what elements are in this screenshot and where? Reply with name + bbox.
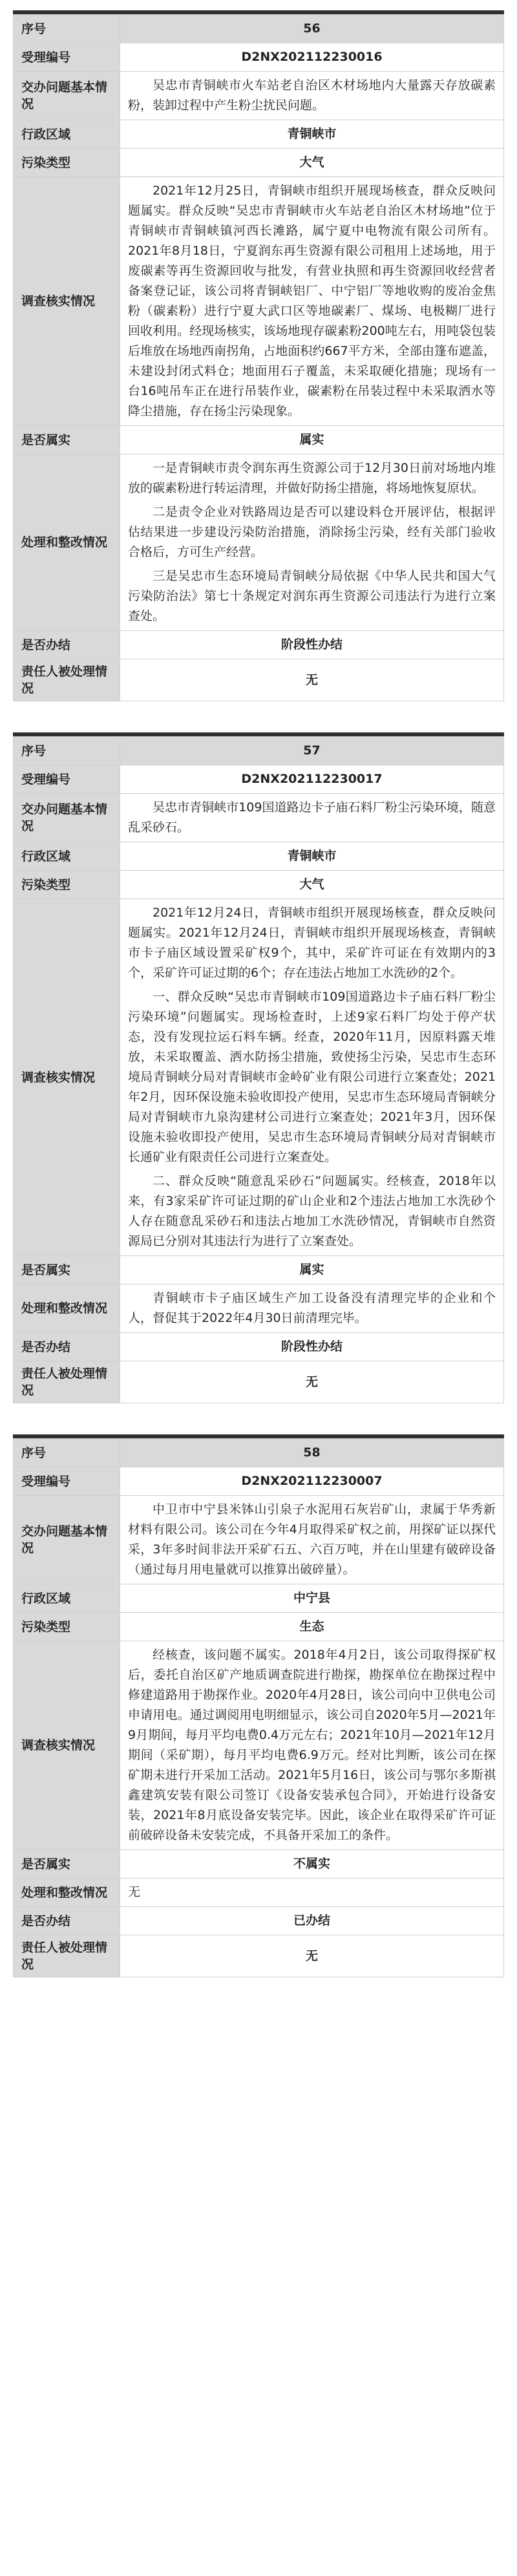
value-handling (120, 1879, 504, 1907)
row-region (14, 1584, 504, 1613)
value-seq: 56 (120, 15, 504, 43)
issue-text: 吴忠市青铜峡市109国道路边卡子庙石料厂粉尘污染环境，随意乱采砂石。 (128, 800, 496, 835)
value-accountability: 无 (120, 1361, 504, 1403)
handling-paragraph: 无 (128, 1885, 141, 1899)
value-issue (120, 1496, 504, 1584)
label-seq: 序号 (14, 1439, 120, 1467)
row-accountability (14, 1935, 504, 1977)
value-handling (120, 1284, 504, 1333)
record-table (13, 736, 504, 1403)
label-region: 行政区域 (14, 120, 120, 149)
row-accept-no (14, 43, 504, 72)
label-handling: 处理和整改情况 (14, 454, 120, 631)
row-handling (14, 454, 504, 631)
row-seq (14, 1439, 504, 1467)
row-is-closed (14, 631, 504, 659)
row-accept-no (14, 765, 504, 794)
row-seq (14, 737, 504, 765)
value-pollution-type: 生态 (120, 1613, 504, 1641)
label-issue: 交办问题基本情况 (14, 72, 120, 120)
record-56 (13, 10, 504, 701)
label-accountability: 责任人被处理情况 (14, 659, 120, 701)
value-accept-no: D2NX202112230007 (120, 1467, 504, 1496)
value-handling (120, 454, 504, 631)
record-57 (13, 732, 504, 1403)
row-region (14, 120, 504, 149)
value-pollution-type: 大气 (120, 149, 504, 177)
row-is-closed (14, 1333, 504, 1361)
label-seq: 序号 (14, 737, 120, 765)
label-pollution-type: 污染类型 (14, 1613, 120, 1641)
row-is-true (14, 1850, 504, 1879)
row-investigation (14, 899, 504, 1256)
row-issue (14, 72, 504, 120)
handling-paragraph: 三是吴忠市生态环境局青铜峡分局依据《中华人民共和国大气污染防治法》第七十条规定对润东再生资源公司违法行为进行立案查处。 (128, 569, 496, 623)
label-pollution-type: 污染类型 (14, 149, 120, 177)
value-investigation (120, 1641, 504, 1850)
row-handling (14, 1879, 504, 1907)
row-investigation (14, 177, 504, 426)
row-handling (14, 1284, 504, 1333)
row-issue (14, 1496, 504, 1584)
row-accountability (14, 659, 504, 701)
label-accept-no: 受理编号 (14, 765, 120, 794)
label-accountability: 责任人被处理情况 (14, 1935, 120, 1977)
value-is-true: 属实 (120, 1256, 504, 1284)
investigation-paragraph: 2021年12月25日，青铜峡市组织开展现场核查，群众反映问题属实。群众反映“吴忠市青铜峡市火车站老自治区木材场地”位于青铜峡市青铜峡镇河西长滩路，属宁夏中电物流有限公司所有。2021年8月18日，宁夏润东再生资源有限公司租用上述场地，用于废碳素等再生资源回收与批发，有营业执照和再生资源回收经营者备案登记证，该公司将青铜峡铝厂、中宁铝厂等地收购的废冶金焦粉（碳素粉）进行宁夏大武口区等地碳素厂、煤场、电极糊厂进行回收利用。经现场核实，该场地现存碳素粉200吨左右，用吨袋包装后堆放在场地西南拐角，占地面积约667平方米，全部由篷布遮盖，未建设封闭式料仓；地面用石子覆盖，未采取硬化措施；现场有一台16吨吊车正在进行吊装作业，碳素粉在吊装过程中未采取洒水等降尘措施，存在扬尘污染现象。 (128, 184, 496, 418)
row-accountability (14, 1361, 504, 1403)
value-pollution-type: 大气 (120, 871, 504, 899)
label-is-true: 是否属实 (14, 1256, 120, 1284)
label-region: 行政区域 (14, 842, 120, 871)
value-is-true: 不属实 (120, 1850, 504, 1879)
investigation-paragraph: 2021年12月24日，青铜峡市组织开展现场核查，群众反映问题属实。2021年12月24日，青铜峡市组织开展现场核查，青铜峡市卡子庙区域设置采矿权9个，其中，采矿许可证在有效期内的3个，采矿许可证过期的6个；存在违法占地加工水洗砂的2个。 (128, 906, 496, 980)
record-table (13, 1438, 504, 1977)
value-accept-no: D2NX202112230017 (120, 765, 504, 794)
row-pollution-type (14, 149, 504, 177)
value-is-closed: 阶段性办结 (120, 1333, 504, 1361)
value-region: 中宁县 (120, 1584, 504, 1613)
label-is-true: 是否属实 (14, 426, 120, 454)
handling-paragraph: 青铜峡市卡子庙区域生产加工设备没有清理完毕的企业和个人，督促其于2022年4月30日前清理完毕。 (128, 1291, 496, 1325)
row-pollution-type (14, 871, 504, 899)
value-is-closed: 已办结 (120, 1907, 504, 1935)
label-is-closed: 是否办结 (14, 631, 120, 659)
row-is-true (14, 1256, 504, 1284)
label-accept-no: 受理编号 (14, 43, 120, 72)
row-issue (14, 794, 504, 842)
row-is-true (14, 426, 504, 454)
row-region (14, 842, 504, 871)
label-issue: 交办问题基本情况 (14, 1496, 120, 1584)
issue-text: 中卫市中宁县米钵山引泉子水泥用石灰岩矿山，隶属于华秀新材料有限公司。该公司在今年4月取得采矿权之前，用探矿证以探代采，3年多时间非法开采矿石五、六百万吨，并在山里建有破碎设备（通过每月用电量就可以推算出破碎量）。 (128, 1502, 496, 1577)
value-seq: 58 (120, 1439, 504, 1467)
label-handling: 处理和整改情况 (14, 1284, 120, 1333)
value-region: 青铜峡市 (120, 120, 504, 149)
label-handling: 处理和整改情况 (14, 1879, 120, 1907)
investigation-paragraph: 经核查，该问题不属实。2018年4月2日，该公司取得探矿权后，委托自治区矿产地质调查院进行勘探，勘探单位在勘探过程中修建道路用于勘探作业。2020年4月28日，该公司向中卫供电公司申请用电。通过调阅用电明细显示，该公司自2020年5月—2021年9月期间，每月平均电费0.4万元左右；2021年10月—2021年12月期间（采矿期），每月平均电费6.9万元。经对比判断，该公司在探矿期未进行开采加工活动。2021年5月16日，该公司与鄂尔多斯祺鑫建筑安装有限公司签订《设备安装承包合同》，开始进行设备安装，2021年8月底设备安装完毕。因此，该企业在取得采矿许可证前破碎设备未安装完成，不具备开采加工的条件。 (128, 1648, 496, 1842)
label-pollution-type: 污染类型 (14, 871, 120, 899)
label-accountability: 责任人被处理情况 (14, 1361, 120, 1403)
label-is-closed: 是否办结 (14, 1907, 120, 1935)
record-58 (13, 1434, 504, 1977)
label-investigation: 调查核实情况 (14, 1641, 120, 1850)
label-accept-no: 受理编号 (14, 1467, 120, 1496)
label-is-closed: 是否办结 (14, 1333, 120, 1361)
value-investigation (120, 899, 504, 1256)
label-region: 行政区域 (14, 1584, 120, 1613)
issue-text: 吴忠市青铜峡市火车站老自治区木材场地内大量露天存放碳素粉，装卸过程中产生粉尘扰民问题。 (128, 78, 496, 112)
label-issue: 交办问题基本情况 (14, 794, 120, 842)
value-accountability: 无 (120, 1935, 504, 1977)
row-seq (14, 15, 504, 43)
value-is-true: 属实 (120, 426, 504, 454)
value-issue (120, 72, 504, 120)
row-accept-no (14, 1467, 504, 1496)
record-table (13, 14, 504, 701)
value-region: 青铜峡市 (120, 842, 504, 871)
row-investigation (14, 1641, 504, 1850)
handling-paragraph: 一是青铜峡市责令润东再生资源公司于12月30日前对场地内堆放的碳素粉进行转运清理，并做好防扬尘措施，将场地恢复原状。 (128, 461, 496, 495)
investigation-paragraph: 二、群众反映“随意乱采砂石”问题属实。经核查，2018年以来，有3家采矿许可证过期的矿山企业和2个违法占地加工水洗砂个人存在随意乱采砂石和违法占地加工水洗砂情况，青铜峡市自然资源局已分别对其违法行为进行了立案查处。 (128, 1174, 496, 1248)
value-seq: 57 (120, 737, 504, 765)
investigation-paragraph: 一、群众反映“吴忠市青铜峡市109国道路边卡子庙石料厂粉尘污染环境”问题属实。现场检查时，上述9家石料厂均处于停产状态，没有发现拉运石料车辆。经查，2020年11月，因原料露天堆放，未采取覆盖、洒水防扬尘措施，致使扬尘污染，吴忠市生态环境局青铜峡分局对青铜峡市金岭矿业有限公司进行立案查处；2021年2月，因环保设施未验收即投产使用，吴忠市生态环境局青铜峡分局对青铜峡市九泉沟建材公司进行立案查处；2021年3月，因环保设施未验收即投产使用，吴忠市生态环境局青铜峡分局对青铜峡市长通矿业有限责任公司进行立案查处。 (128, 990, 496, 1164)
value-accept-no: D2NX202112230016 (120, 43, 504, 72)
value-issue (120, 794, 504, 842)
label-investigation: 调查核实情况 (14, 177, 120, 426)
label-seq: 序号 (14, 15, 120, 43)
row-pollution-type (14, 1613, 504, 1641)
label-investigation: 调查核实情况 (14, 899, 120, 1256)
label-is-true: 是否属实 (14, 1850, 120, 1879)
value-accountability: 无 (120, 659, 504, 701)
value-is-closed: 阶段性办结 (120, 631, 504, 659)
handling-paragraph: 二是责令企业对铁路周边是否可以建设料仓开展评估，根据评估结果进一步建设污染防治措施，消除扬尘污染，经有关部门验收合格后，方可生产经营。 (128, 505, 496, 559)
value-investigation (120, 177, 504, 426)
row-is-closed (14, 1907, 504, 1935)
